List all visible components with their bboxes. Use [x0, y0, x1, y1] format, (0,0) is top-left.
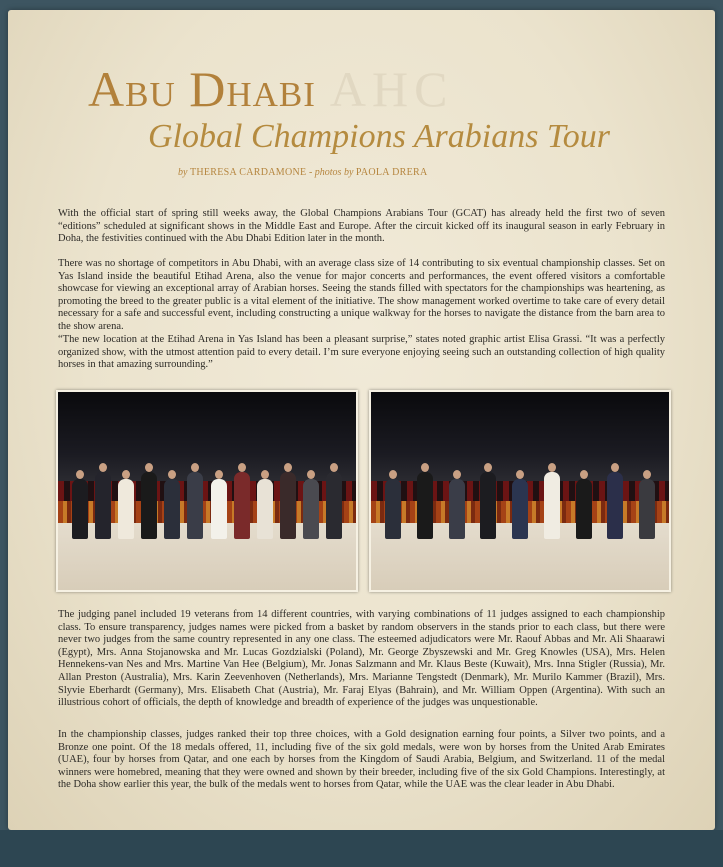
photo-person — [280, 472, 296, 539]
photo-person — [480, 472, 496, 539]
photographer-name: PAOLA DRERA — [355, 167, 428, 178]
photo-person — [417, 472, 433, 539]
article-paragraph-3: “The new location at the Etihad Arena in Yas Island has been a pleasant surprise,” states noted graphic artist Elisa Grassi. “It was a perfectly organized show, with the utmost attention paid to every detail. I’m sure everyone enjoying seeing such an outstanding collection of high quality horses in that amazing surrounding.” — [58, 334, 665, 371]
author-name: THERESA CARDAMONE — [189, 167, 307, 178]
page-footer-band — [0, 830, 723, 867]
photos-prefix: - photos by — [308, 167, 354, 178]
page-subtitle: Global Champions Arabians Tour — [148, 118, 610, 155]
photo-person — [118, 479, 134, 539]
article-paragraph-1: With the official start of spring still weeks away, the Global Champions Arabians Tour (GCAT) has already held the first two of seven “editions” scheduled at significant shows in the Middle East and Europe. After the circuit kicked off its inaugural season in early February in Doha, the festivities continued with the Abu Dhabi Edition later in the month. — [58, 208, 665, 245]
article-paragraph-5: In the championship classes, judges ranked their top three choices, with a Gold designation earning four points, a Silver two points, and a Bronze one point. Of the 18 medals offered, 11, including five of the six gold medals, were won by horses from the United Arab Emirates (UAE), four by horses from Qatar, and one each by horses from the Kingdom of Saudi Arabia, Belgium, and Switzerland. 11 of the medal winners were homebred, meaning that they were owned and shown by their breeder, including five of the six Gold Champions. Interestingly, at the Doha show earlier this year, the bulk of the medals went to horses from Qatar, while the UAE was the clear leader in Abu Dhabi. — [58, 729, 665, 791]
photo-person — [576, 479, 592, 539]
photo-person — [72, 479, 88, 539]
photo-person — [95, 472, 111, 539]
photo-person — [512, 479, 528, 539]
photo-person — [544, 472, 560, 539]
photo-judges-right — [369, 390, 671, 592]
photo-judges-left — [56, 390, 358, 592]
photo-person — [326, 472, 342, 539]
byline-prefix: by — [178, 167, 188, 178]
photo-person — [257, 479, 273, 539]
photo-person — [141, 472, 157, 539]
title-text: Abu Dhabi — [88, 61, 316, 117]
photo-person — [639, 479, 655, 539]
photo-person — [385, 479, 401, 539]
photo-stands — [371, 392, 669, 481]
photo-person — [607, 472, 623, 539]
page-title — [88, 60, 453, 118]
title-watermark: AHC — [329, 61, 454, 117]
photo-person — [164, 479, 180, 539]
photo-person — [211, 479, 227, 539]
photo-person — [234, 472, 250, 539]
article-paragraph-2: There was no shortage of competitors in Abu Dhabi, with an average class size of 14 contributing to six eventual championship classes. Set on Yas Island inside the beautiful Etihad Arena, also the venue for major concerts and performances, the event offered visitors a comfortable showcase for viewing an exceptional array of Arabian horses. Seeing the stands filled with spectators for the championships was heartening, as promoting the breed to the greater public is a vital element of the initiative. The show management worked overtime to take care of every detail necessary for a safe and successful event, including constructing a unique walkway for the horses to navigate the distance from the barn area to the show arena. — [58, 258, 665, 332]
photo-person — [187, 472, 203, 539]
article-paragraph-4: The judging panel included 19 veterans from 14 different countries, with varying combinations of 11 judges assigned to each championship class. To ensure transparency, judges names were picked from a basket by random observers in the stands prior to each class, but there were never two judges from the same country represented in any one class. The esteemed adjudicators were Mr. Raouf Abbas and Mr. Ali Shaarawi (Egypt), Mrs. Anna Stojanowska and Mr. Lucas Gozdzialski (Poland), Mr. George Zbyszewski and Mr. Greg Knowles (USA), Mrs. Helen Hennekens-van Nes and Mrs. Martine Van Hee (Belgium), Mr. Jonas Salzmann and Mr. Klaus Beste (Kuwait), Mrs. Inna Stigler (Russia), Mr. Allan Preston (Australia), Mrs. Karin Zeevenhoven (Netherlands), Mrs. Marianne Tengstedt (Denmark), Mr. Murilo Kammer (Brazil), Mrs. Slyvie Eberhardt (Germany), Mrs. Elisabeth Chat (Austria), Mr. Faraj Elyas (Bahrain), and Mr. William Oppen (Argentina). With such an illustrious cohort of officials, the depth of knowledge and breadth of experience of the judges was unquestionable. — [58, 609, 665, 709]
photo-person — [303, 479, 319, 539]
byline — [178, 167, 427, 178]
photo-person — [449, 479, 465, 539]
